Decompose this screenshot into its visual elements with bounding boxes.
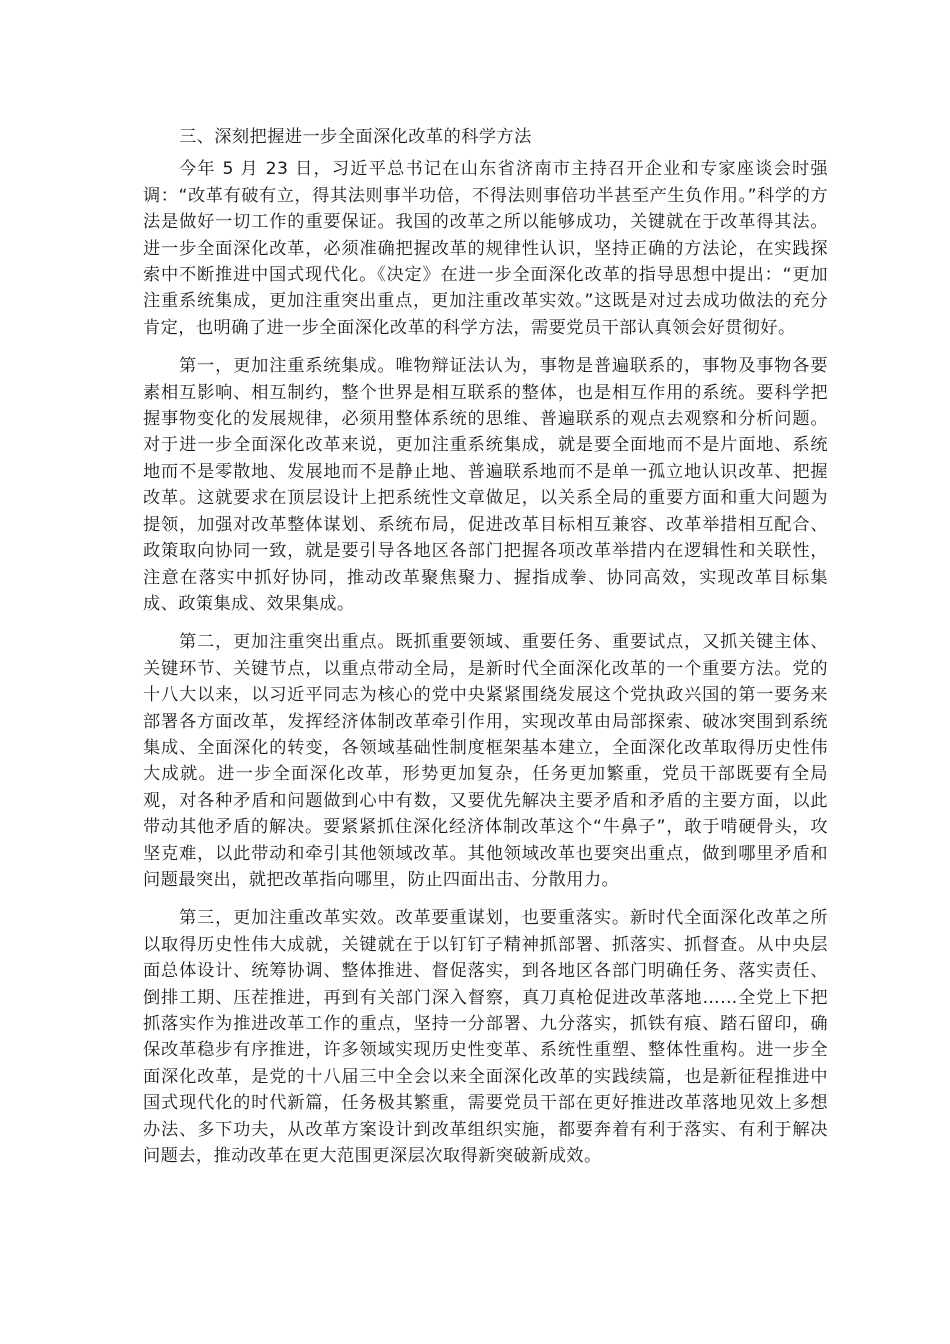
paragraph-reform-effectiveness: 第三，更加注重改革实效。改革要重谋划，也要重落实。新时代全面深化改革之所以取得历史性伟大成就，关键就在于以钉钉子精神抓部署、抓落实、抓督查。从中央层面总体设计、统筹协调、整体推进、督促落实，到各地区各部门明确任务、落实责任、倒排工期、压茬推进，再到有关部门深入督察，真刀真枪促进改革落地……全党上下把抓落实作为推进改革工作的重点，坚持一分部署、九分落实，抓铁有痕、踏石留印，确保改革稳步有序推进，许多领域实现历史性变革、系统性重塑、整体性重构。进一步全面深化改革，是党的十八届三中全会以来全面深化改革的实践续篇，也是新征程推进中国式现代化的时代新篇，任务极其繁重，需要党员干部在更好推进改革落地见效上多想办法、多下功夫，从改革方案设计到改革组织实施，都要奔着有利于落实、有利于解决问题去，推动改革在更大范围更深层次取得新突破新成效。	[143, 908, 828, 1167]
paragraph-key-priorities: 第二，更加注重突出重点。既抓重要领域、重要任务、重要试点，又抓关键主体、关键环节、关键节点，以重点带动全局，是新时代全面深化改革的一个重要方法。党的十八大以来，以习近平同志为核心的党中央紧紧围绕发展这个党执政兴国的第一要务来部署各方面改革，发挥经济体制改革牵引作用，实现改革由局部探索、破冰突围到系统集成、全面深化的转变，各领域基础性制度框架基本建立，全面深化改革取得历史性伟大成就。进一步全面深化改革，形势更加复杂，任务更加繁重，党员干部既要有全局观，对各种矛盾和问题做到心中有数，又要优先解决主要矛盾和矛盾的主要方面，以此带动其他矛盾的解决。要紧紧抓住深化经济体制改革这个“牛鼻子”，敢于啃硬骨头，攻坚克难，以此带动和牵引其他领域改革。其他领域改革也要突出重点，做到哪里矛盾和问题最突出，就把改革指向哪里，防止四面出击、分散用力。	[143, 632, 828, 890]
paragraph-system-integration: 第一，更加注重系统集成。唯物辩证法认为，事物是普遍联系的，事物及事物各要素相互影响、相互制约，整个世界是相互联系的整体，也是相互作用的系统。要科学把握事物变化的发展规律，必须用整体系统的思维、普遍联系的观点去观察和分析问题。对于进一步全面深化改革来说，更加注重系统集成，就是要全面地而不是片面地、系统地而不是零散地、发展地而不是静止地、普遍联系地而不是单一孤立地认识改革、把握改革。这就要求在顶层设计上把系统性文章做足，以关系全局的重要方面和重大问题为提领，加强对改革整体谋划、系统布局，促进改革目标相互兼容、改革举措相互配合、政策取向协同一致，就是要引导各地区各部门把握各项改革举措内在逻辑性和关联性，注意在落实中抓好协同，推动改革聚焦聚力、握指成拳、协同高效，实现改革目标集成、政策集成、效果集成。	[143, 356, 828, 614]
intro-paragraph: 今年 5 月 23 日，习近平总书记在山东省济南市主持召开企业和专家座谈会时强调：“改革有破有立，得其法则事半功倍，不得法则事倍功半甚至产生负作用。”科学的方法是做好一切工作的重要保证。我国的改革之所以能够成功，关键就在于改革得其法。进一步全面深化改革，必须准确把握改革的规律性认识，坚持正确的方法论，在实践探索中不断推进中国式现代化。《决定》在进一步全面深化改革的指导思想中提出：“更加注重系统集成，更加注重突出重点，更加注重改革实效。”这既是对过去成功做法的充分肯定，也明确了进一步全面深化改革的科学方法，需要党员干部认真领会好贯彻好。	[143, 159, 828, 338]
document-body	[143, 124, 828, 1181]
section-heading: 三、深刻把握进一步全面深化改革的科学方法	[179, 127, 532, 147]
